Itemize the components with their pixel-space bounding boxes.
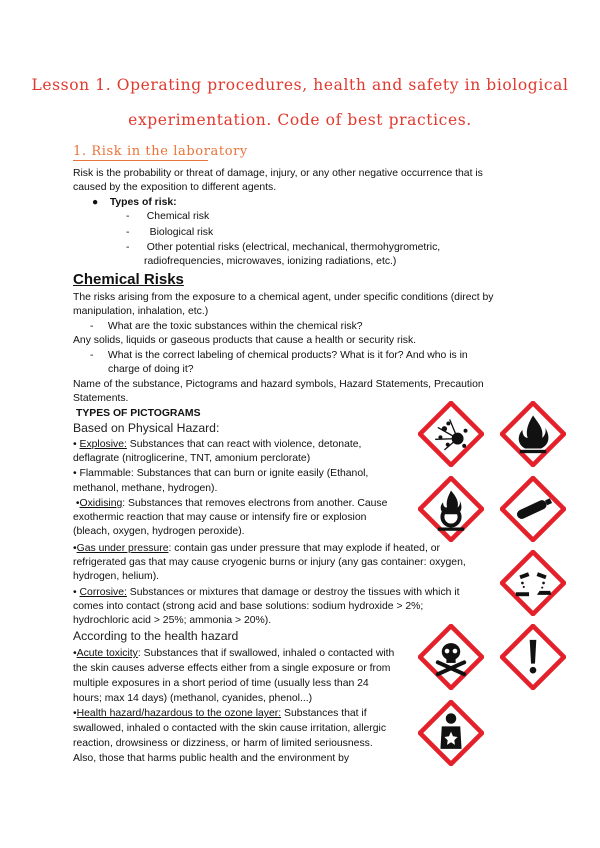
question-item-cont: charge of doing it?: [108, 364, 194, 375]
page-title-line2: experimentation. Code of best practices.: [128, 111, 472, 129]
gas-text-cont2: hydrogen, helium).: [73, 571, 160, 582]
page-title-line1: Lesson 1. Operating procedures, health and safety in biological: [31, 76, 569, 94]
health-hazard-text-cont3: Also, those that harms public health and the environment by: [73, 753, 350, 764]
risk-type-item: - Chemical risk: [126, 211, 210, 222]
flammable-icon: [500, 401, 566, 467]
acute-text-cont3: hours; max 14 days) (methanol, cyanides, phenol...): [73, 693, 313, 704]
health-hazard-heading: According to the health hazard: [73, 629, 239, 643]
risk-type-item: - Biological risk: [126, 227, 214, 238]
corrosive-text: • Corrosive: Substances or mixtures that damage or destroy the tissues with which it: [73, 587, 460, 598]
acute-text: •Acute toxicity: Substances that if swallowed, inhaled o contacted with: [73, 648, 395, 659]
gas-text: •Gas under pressure: contain gas under pressure that may explode if heated, or: [73, 543, 440, 554]
risk-intro-cont: caused by the exposition to different agents.: [73, 182, 277, 193]
oxidising-text-cont: exothermic reaction that may cause or intensify fire or explosion: [73, 512, 367, 523]
types-of-pictograms-heading: TYPES OF PICTOGRAMS: [76, 408, 201, 419]
question-item: - What are the toxic substances within the chemical risk?: [90, 321, 363, 332]
risk-type-item: - Other potential risks (electrical, mechanical, thermohygrometric,: [126, 242, 441, 253]
acute-text-cont: the skin causes adverse effects either from a single exposure or from: [73, 663, 391, 674]
acute-text-cont2: multiple exposures in a short period of time (usually less than 24: [73, 678, 369, 689]
corrosive-text-cont2: hydrochloric acid > 25%; ammonia > 20%).: [73, 615, 272, 626]
answer-text: Any solids, liquids or gaseous products that cause a health or security risk.: [73, 335, 417, 346]
flammable-text-cont: methanol, methane, hydrogen).: [73, 483, 218, 494]
explosive-text: • Explosive: Substances that can react with violence, detonate,: [73, 439, 362, 450]
explosive-text-cont: deflagrate (nitroglicerine, TNT, amonium perclorate): [73, 453, 311, 464]
question-item: - What is the correct labeling of chemical products? What is it for? And who is in: [90, 350, 468, 361]
flammable-text: • Flammable: Substances that can burn or ignite easily (Ethanol,: [73, 468, 369, 479]
types-of-risk-label: ● Types of risk:: [92, 197, 177, 208]
skull-crossbones-icon: [418, 624, 484, 690]
exclamation-icon: [500, 624, 566, 690]
health-hazard-icon: [418, 700, 484, 766]
health-hazard-text-cont2: reaction, drowsiness or dizziness, or harm of limited seriousness.: [73, 738, 373, 749]
explosive-icon: [418, 401, 484, 467]
section-heading-risk: 1. Risk in the laboratory: [73, 144, 248, 159]
chemical-para-cont: manipulation, inhalation, etc.): [73, 306, 209, 317]
health-hazard-text: •Health hazard/hazardous to the ozone layer: Substances that if: [73, 708, 367, 719]
oxidising-text: •Oxidising: Substances that removes electrons from another. Cause: [73, 498, 388, 509]
chemical-risks-heading: Chemical Risks: [73, 271, 184, 288]
oxidising-icon: [418, 476, 484, 542]
gas-text-cont: refrigerated gas that may cause cryogenic burns or injury (any gas container: oxygen,: [73, 557, 466, 568]
chemical-para: The risks arising from the exposure to a chemical agent, under specific conditions (direct by: [73, 292, 494, 303]
labeling-text: Name of the substance, Pictograms and hazard symbols, Hazard Statements, Precaution: [73, 379, 484, 390]
risk-intro: Risk is the probability or threat of damage, injury, or any other negative occurrence that is: [73, 168, 483, 179]
risk-type-item-cont: radiofrequencies, microwaves, ionizing radiations, etc.): [144, 256, 397, 267]
health-hazard-text-cont: swallowed, inhaled o contacted with the skin cause irritation, allergic: [73, 723, 387, 734]
gas-cylinder-icon: [500, 476, 566, 542]
corrosive-icon: [500, 550, 566, 616]
oxidising-text-cont2: (bleach, oxygen, hydrogen peroxide).: [73, 526, 245, 537]
corrosive-text-cont: comes into contact (strong acid and base solutions: sodium hydroxide > 2%;: [73, 601, 424, 612]
labeling-text-cont: Statements.: [73, 393, 129, 404]
physical-hazard-heading: Based on Physical Hazard:: [73, 421, 220, 435]
